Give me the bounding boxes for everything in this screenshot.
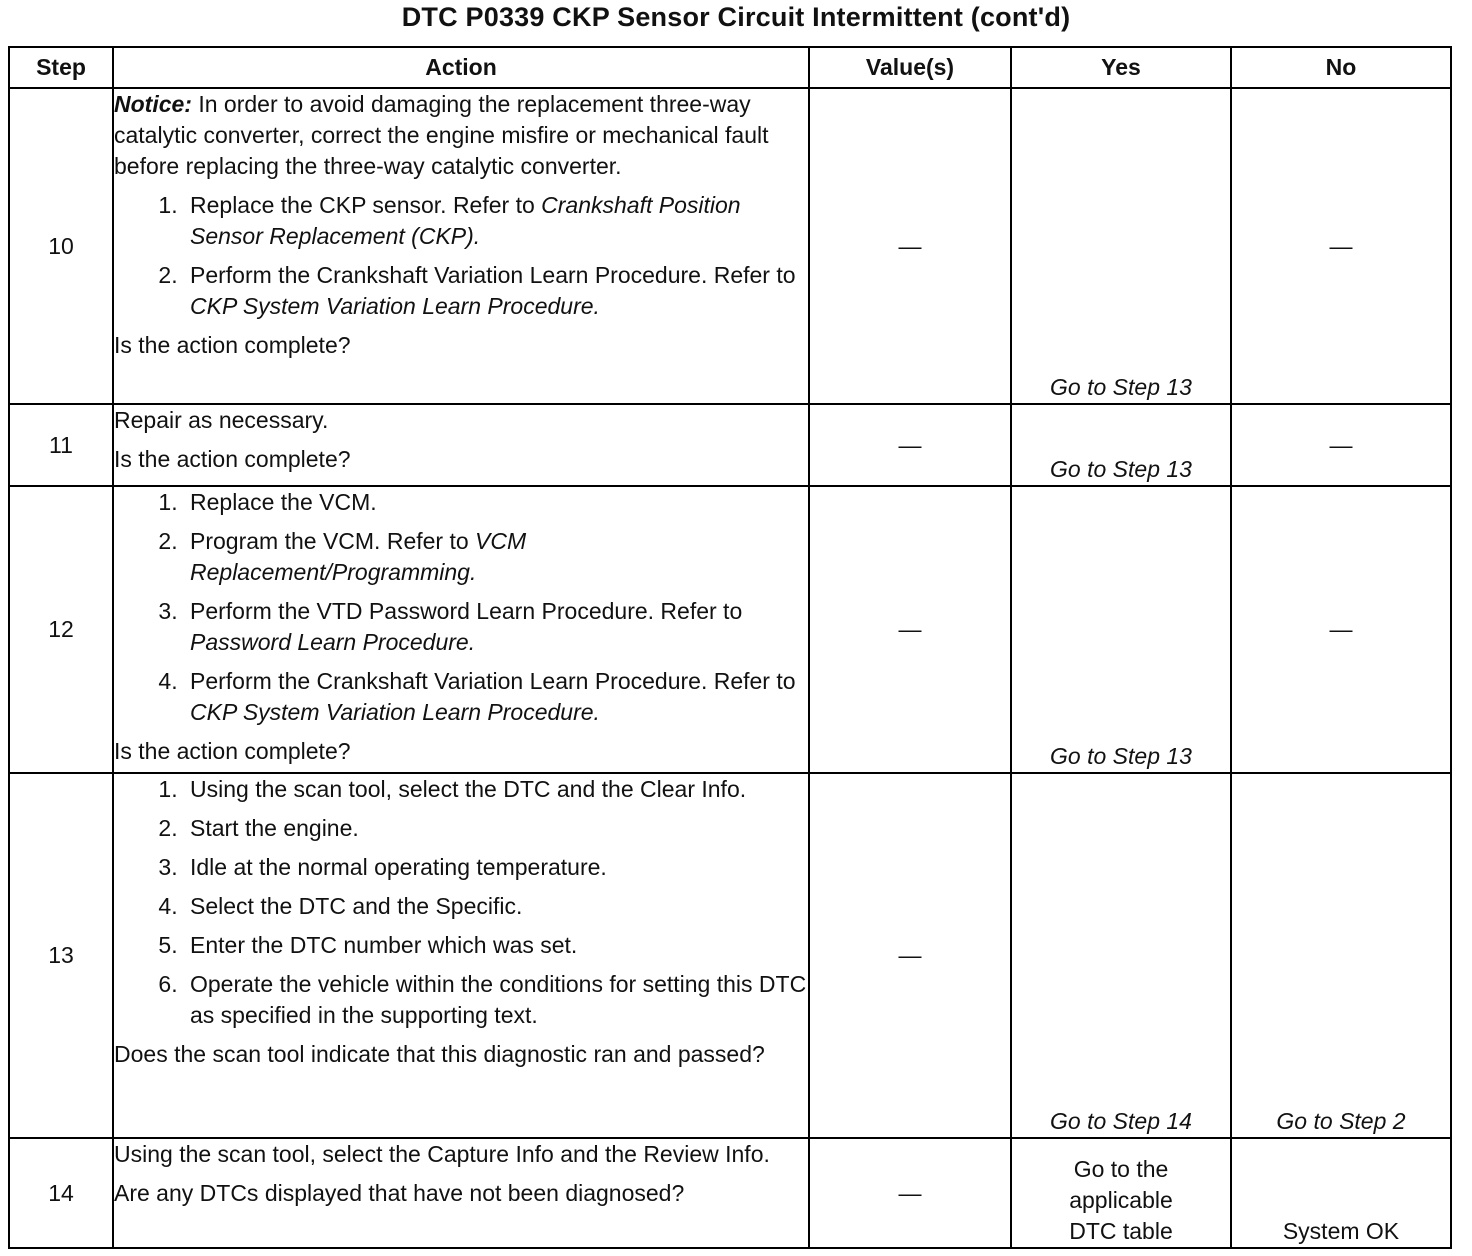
no-cell: — [1231,486,1451,773]
list-item: 4. Perform the Crankshaft Variation Learn Procedure. Refer to CKP System Variation Learn Procedure. [184,666,808,728]
header-row [9,47,1451,88]
notice-label: Notice: [114,91,192,117]
no-cell: — [1231,404,1451,486]
list-item: 1. Using the scan tool, select the DTC and the Clear Info. [184,774,808,805]
values-cell: — [809,773,1011,1138]
list-item: 3. Perform the VTD Password Learn Procedure. Refer to Password Learn Procedure. [184,596,808,658]
action-list [114,774,808,1031]
action-list [114,190,808,322]
action-question: Is the action complete? [114,332,351,358]
action-cell [113,773,809,1138]
reference-link: VCM Replacement/Programming. [190,528,527,585]
values-cell: — [809,404,1011,486]
list-item: 1. Replace the VCM. [184,487,808,518]
action-list [114,487,808,728]
action-cell [113,404,809,486]
table-row-step-10 [9,88,1451,404]
action-question: Is the action complete? [114,738,351,764]
diagnostic-table [8,46,1452,1249]
step-number: 14 [9,1138,113,1248]
page-title: DTC P0339 CKP Sensor Circuit Intermittent (cont'd) [401,2,1071,32]
action-cell [113,1138,809,1248]
table-row-step-14 [9,1138,1451,1248]
reference-link: Password Learn Procedure. [190,629,476,655]
reference-link: Crankshaft Position Sensor Replacement (CKP). [190,192,741,249]
step-number: 11 [9,404,113,486]
reference-link: CKP System Variation Learn Procedure. [190,293,600,319]
list-item: 1. Replace the CKP sensor. Refer to Crankshaft Position Sensor Replacement (CKP). [184,190,808,252]
table-row-step-13 [9,773,1451,1138]
yes-cell: Go to Step 13 [1011,486,1231,773]
header-no: No [1231,47,1451,88]
no-cell: Go to Step 2 [1231,773,1451,1138]
yes-cell: Go to Step 13 [1011,88,1231,404]
notice-paragraph [114,89,808,182]
list-item: 6. Operate the vehicle within the conditions for setting this DTC as specified in the supporting text. [184,969,808,1031]
notice-text: In order to avoid damaging the replacement three-way catalytic converter, correct the engine misfire or mechanical fault before replacing the three-way catalytic converter. [114,91,769,179]
action-cell [113,486,809,773]
header-values: Value(s) [809,47,1011,88]
list-item: 4. Select the DTC and the Specific. [184,891,808,922]
table-row-step-12 [9,486,1451,773]
yes-cell: Go to Step 14 [1011,773,1231,1138]
action-question: Does the scan tool indicate that this diagnostic ran and passed? [114,1041,765,1067]
values-cell: — [809,486,1011,773]
yes-cell: Go to the applicable DTC table [1011,1138,1231,1248]
step-number: 13 [9,773,113,1138]
no-cell: — [1231,88,1451,404]
reference-link: CKP System Variation Learn Procedure. [190,699,600,725]
header-action: Action [113,47,809,88]
header-step: Step [9,47,113,88]
step-number: 12 [9,486,113,773]
table-row-step-11 [9,404,1451,486]
values-cell: — [809,88,1011,404]
header-yes: Yes [1011,47,1231,88]
yes-cell: Go to Step 13 [1011,404,1231,486]
action-question: Are any DTCs displayed that have not been diagnosed? [114,1180,685,1206]
list-item: 2. Program the VCM. Refer to VCM Replacement/Programming. [184,526,808,588]
action-question: Is the action complete? [114,446,351,472]
list-item: 3. Idle at the normal operating temperature. [184,852,808,883]
no-cell: System OK [1231,1138,1451,1248]
step-number: 10 [9,88,113,404]
action-text: Repair as necessary. [114,407,329,433]
action-cell [113,88,809,404]
list-item: 5. Enter the DTC number which was set. [184,930,808,961]
list-item: 2. Perform the Crankshaft Variation Learn Procedure. Refer to CKP System Variation Learn Procedure. [184,260,808,322]
values-cell: — [809,1138,1011,1248]
list-item: 2. Start the engine. [184,813,808,844]
action-text: Using the scan tool, select the Capture Info and the Review Info. [114,1141,770,1167]
